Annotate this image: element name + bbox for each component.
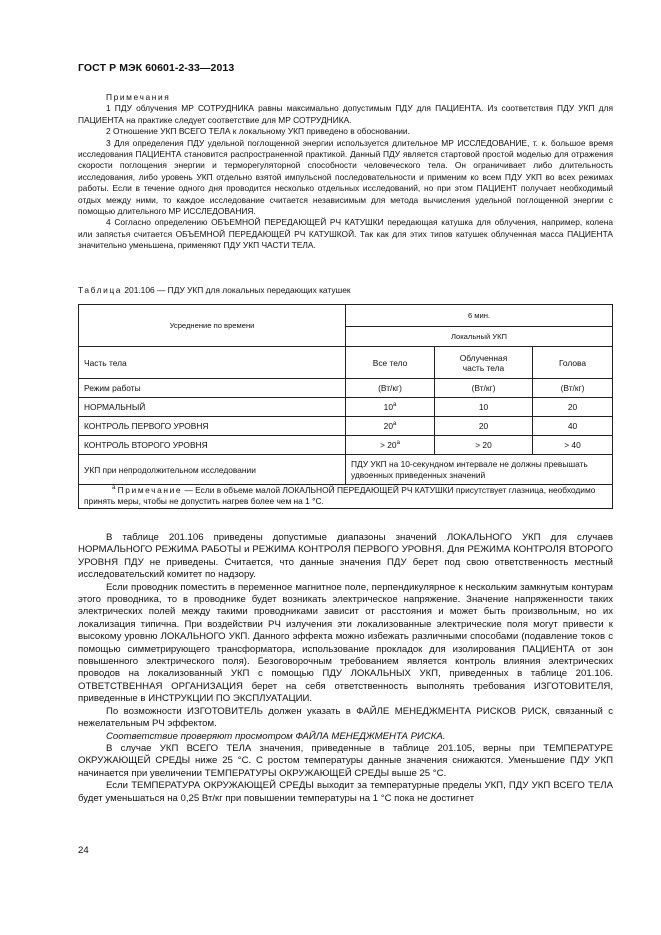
cell-irradiated-part: 20 — [435, 417, 533, 436]
cell-whole-body: (Вт/кг) — [346, 379, 435, 398]
notes-title: Примечания — [106, 92, 171, 102]
table-caption-text: 201.106 — ПДУ УКП для локальных передающих катушек — [124, 285, 351, 295]
notes-block — [78, 92, 613, 252]
averaging-label: Усреднение по времени — [79, 305, 346, 347]
paragraph: В таблице 201.106 приведены допустимые диапазоны значений ЛОКАЛЬНОГО УКП для случаев НОРМАЛЬНОГО РЕЖИМА РАБОТЫ и РЕЖИМА КОНТРОЛЯ ПЕРВОГО УРОВНЯ. Для РЕЖИМА КОНТРОЛЯ ВТОРОГО УРОВНЯ ПДУ не приведены. Считается, что данные значения ПДУ берет под свою ответственность местный исследовательский комитет по надзору. — [78, 532, 613, 581]
averaging-value: 6 мин. — [346, 305, 613, 327]
note-item: 2 Отношение УКП ВСЕГО ТЕЛА к локальному УКП приведено в обосновании. — [106, 126, 410, 137]
page-number: 24 — [78, 845, 89, 856]
cell-irradiated-part: 10 — [435, 398, 533, 417]
paragraph: Если ТЕМПЕРАТУРА ОКРУЖАЮЩЕЙ СРЕДЫ выходит за температурные пределы УКП, ПДУ УКП ВСЕГО ТЕЛА будет уменьшаться на 0,25 Вт/кг при повышении температуры на 1 °С пока не достигнет — [78, 780, 613, 804]
cell-whole-body: > $20^a$ — [346, 436, 435, 455]
row-label: КОНТРОЛЬ ПЕРВОГО УРОВНЯ — [79, 417, 346, 436]
paragraph: По возможности ИЗГОТОВИТЕЛЬ должен указать в ФАЙЛЕ МЕНЕДЖМЕНТА РИСКОВ РИСК, связанный с нежелательным РЧ эффектом. — [78, 705, 613, 730]
col-header-body-part: Часть тела — [79, 347, 346, 379]
table-caption-label: Таблица — [78, 285, 123, 295]
cell-head: 40 — [533, 417, 613, 436]
footnote-text: — Если в объеме малой ЛОКАЛЬНОЙ ПЕРЕДАЮЩЕЙ РЧ КАТУШКИ присутствует глазница, необходимо принять меры, чтобы не допустить нагрев более чем на 1 °С. — [84, 485, 596, 507]
footnote-mark: a — [112, 485, 116, 491]
col-header-whole-body: Все тело — [346, 347, 435, 379]
table-row — [79, 436, 613, 455]
note-item: 4 Согласно определению ОБЪЕМНОЙ ПЕРЕДАЮЩЕЙ РЧ КАТУШКИ передающая катушка для облучения, например, колена или запястья считается ОБЪЕМНОЙ ПЕРЕДАЮЩЕЙ РЧ КАТУШКОЙ. Так как для этих типов катушек облученная масса ПАЦИЕНТА значительно уменьшена, применяют ПДУ УКП ЧАСТИ ТЕЛА. — [78, 217, 613, 251]
paragraph: В случае УКП ВСЕГО ТЕЛА значения, приведенные в таблице 201.105, верны при ТЕМПЕРАТУРЕ ОКРУЖАЮЩЕЙ СРЕДЫ ниже 25 °С. С ростом температуры данные значения снижаются. Уменьшение ПДУ УКП начинается при увеличении ТЕМПЕРАТУРЫ ОКРУЖАЮЩЕЙ СРЕДЫ выше 25 °С. — [78, 742, 613, 779]
cell-irradiated-part: (Вт/кг) — [435, 379, 533, 398]
row-label: НОРМАЛЬНЫЙ — [79, 398, 346, 417]
short-exam-value: ПДУ УКП на 10-секундном интервале не должны превышать удвоенных приведенных значений — [346, 455, 613, 485]
table-row — [79, 398, 613, 417]
table-caption — [78, 285, 351, 295]
paragraph: Если проводник поместить в переменное магнитное поле, перпендикулярное к нескольким замкнутым контурам этого проводника, то в проводнике будет возникать электрическое напряжение. Значение напряженности таких электрических полей между такими проводниками зависит от расстояния и может быть произвольным, но их локализация типична. При воздействии РЧ излучения эти локализованные электрические поля могут привести к высокому уровню ЛОКАЛЬНОГО УКП. Данного эффекта можно избежать различными способами (подавление токов с помощью симметрирующего трансформатора, использование прокладок для изолирования ПАЦИЕНТА от зон повышенного электрического поля). Безоговорочным требованием является контроль влияния электрических проводов на локализованный УКП с помощью ПДУ ЛОКАЛЬНЫХ УКП, приведенных в таблице 201.106. ОТВЕТСТВЕННАЯ ОРГАНИЗАЦИЯ берет на себя ответственность выполнять требования ИЗГОТОВИТЕЛЯ, приведенные в ИНСТРУКЦИИ ПО ЭКСПЛУАТАЦИИ. — [78, 581, 613, 705]
table-footnote — [79, 485, 613, 509]
row-label: Режим работы — [79, 379, 346, 398]
document-header: ГОСТ Р МЭК 60601-2-33—2013 — [78, 62, 235, 74]
row-label: КОНТРОЛЬ ВТОРОГО УРОВНЯ — [79, 436, 346, 455]
table-row — [79, 379, 613, 398]
cell-whole-body: 10$^a$ — [346, 398, 435, 417]
col-header-head: Голова — [533, 347, 613, 379]
note-item: 3 Для определения ПДУ удельной поглощенной энергии используется длительное МР ИССЛЕДОВАНИЕ, т. к. большое время исследования ПАЦИЕНТА становится распространенной практикой. Данный ПДУ является стартовой простой моделью для отражения скорости поглощения энергии и терморегуляторной способности человеческого тела. Он ограничивает либо длительность исследования, либо уровень УКП отдельно взятой импульсной последовательности и применим ко всем ПДУ УКП во всех режимах работы. Если в течение одного дня проводится несколько отдельных исследований, но при этом ПАЦИЕНТ получает необходимый отдых между ними, то каждое исследование считается независимым для метода вычисления удельной поглощенной энергии с помощью длительного МР ИССЛЕДОВАНИЯ. — [78, 137, 613, 217]
col-header-irradiated-line2: часть тела — [462, 362, 505, 373]
body-text — [78, 532, 613, 805]
short-exam-label: УКП при непродолжительном исследовании — [79, 455, 346, 485]
cell-head: (Вт/кг) — [533, 379, 613, 398]
cell-head: > 40 — [533, 436, 613, 455]
sar-limits-table — [78, 304, 613, 509]
col-header-irradiated-line1: Облученная — [459, 352, 508, 363]
footnote-label: Примечание — [117, 485, 183, 495]
paragraph-compliance: Соответствие проверяют просмотром ФАЙЛА МЕНЕДЖМЕНТА РИСКА. — [106, 730, 446, 742]
table-row — [79, 417, 613, 436]
col-header-irradiated-part — [435, 347, 533, 379]
cell-irradiated-part: > 20 — [435, 436, 533, 455]
note-item: 1 ПДУ облучения МР СОТРУДНИКА равны максимально допустимым ПДУ для ПАЦИЕНТА. Из соответствия ПДУ УКП для ПАЦИЕНТА на практике следует соответствие для МР СОТРУДНИКА. — [78, 103, 613, 125]
local-sar-label: Локальный УКП — [346, 327, 613, 347]
cell-whole-body: 20$^a$ — [346, 417, 435, 436]
table-row — [79, 455, 613, 485]
cell-head: 20 — [533, 398, 613, 417]
